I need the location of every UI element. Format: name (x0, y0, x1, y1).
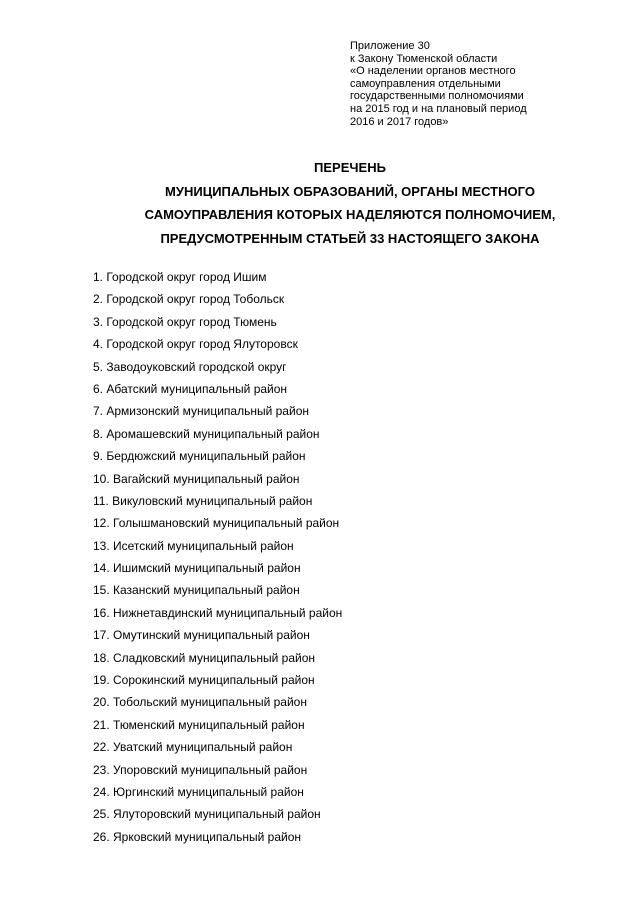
list-item: 5. Заводоуковский городской округ (93, 359, 287, 374)
list-item: 1. Городской округ город Ишим (93, 270, 267, 284)
list-item: 23. Упоровский муниципальный район (93, 762, 308, 777)
list-item: 22. Уватский муниципальный район (93, 740, 293, 755)
annex-line: «О наделении органов местного (350, 65, 516, 78)
annex-line: самоуправления отдельными (350, 77, 501, 90)
municipality-list (93, 266, 613, 848)
heading-line: ПРЕДУСМОТРЕННЫМ СТАТЬЕЙ 33 НАСТОЯЩЕГО ЗАКОНА (160, 230, 540, 246)
annex-line: Приложение 30 (350, 40, 430, 52)
list-item: 6. Абатский муниципальный район (93, 381, 288, 396)
list-item: 13. Исетский муниципальный район (93, 538, 294, 553)
list-item: 8. Аромашевский муниципальный район (93, 426, 320, 441)
heading-line: МУНИЦИПАЛЬНЫХ ОБРАЗОВАНИЙ, ОРГАНЫ МЕСТНОГО (165, 183, 535, 199)
list-item: 10. Вагайский муниципальный район (93, 471, 300, 486)
list-item: 21. Тюменский муниципальный район (93, 717, 305, 732)
list-item: 26. Ярковский муниципальный район (93, 829, 302, 844)
list-item: 17. Омутинский муниципальный район (93, 628, 310, 643)
annex-reference (350, 40, 620, 128)
list-item: 11. Викуловский муниципальный район (93, 493, 313, 508)
list-item: 2. Городской округ город Тобольск (93, 292, 285, 307)
annex-line: на 2015 год и на плановый период (350, 102, 527, 115)
list-item: 16. Нижнетавдинский муниципальный район (93, 605, 343, 620)
annex-line: 2016 и 2017 годов» (350, 115, 449, 128)
list-item: 12. Голышмановский муниципальный район (93, 516, 340, 531)
list-item: 24. Юргинский муниципальный район (93, 784, 304, 799)
list-item: 9. Бердюжский муниципальный район (93, 449, 306, 464)
list-item: 18. Сладковский муниципальный район (93, 650, 316, 665)
list-item: 14. Ишимский муниципальный район (93, 561, 301, 576)
list-item: 25. Ялуторовский муниципальный район (93, 807, 321, 822)
list-item: 20. Тобольский муниципальный район (93, 695, 307, 710)
heading-title: ПЕРЕЧЕНЬ (314, 160, 386, 175)
list-item: 15. Казанский муниципальный район (93, 583, 300, 598)
list-item: 3. Городской округ город Тюмень (93, 314, 277, 329)
annex-line: к Закону Тюменской области (350, 52, 498, 65)
list-item: 4. Городской округ город Ялуторовск (93, 337, 298, 352)
heading-line: САМОУПРАВЛЕНИЯ КОТОРЫХ НАДЕЛЯЮТСЯ ПОЛНОМОЧИЕМ, (144, 207, 556, 222)
document-heading (0, 156, 640, 250)
annex-line: государственными полномочиями (350, 90, 524, 103)
list-item: 19. Сорокинский муниципальный район (93, 673, 315, 688)
list-item: 7. Армизонский муниципальный район (93, 404, 309, 419)
